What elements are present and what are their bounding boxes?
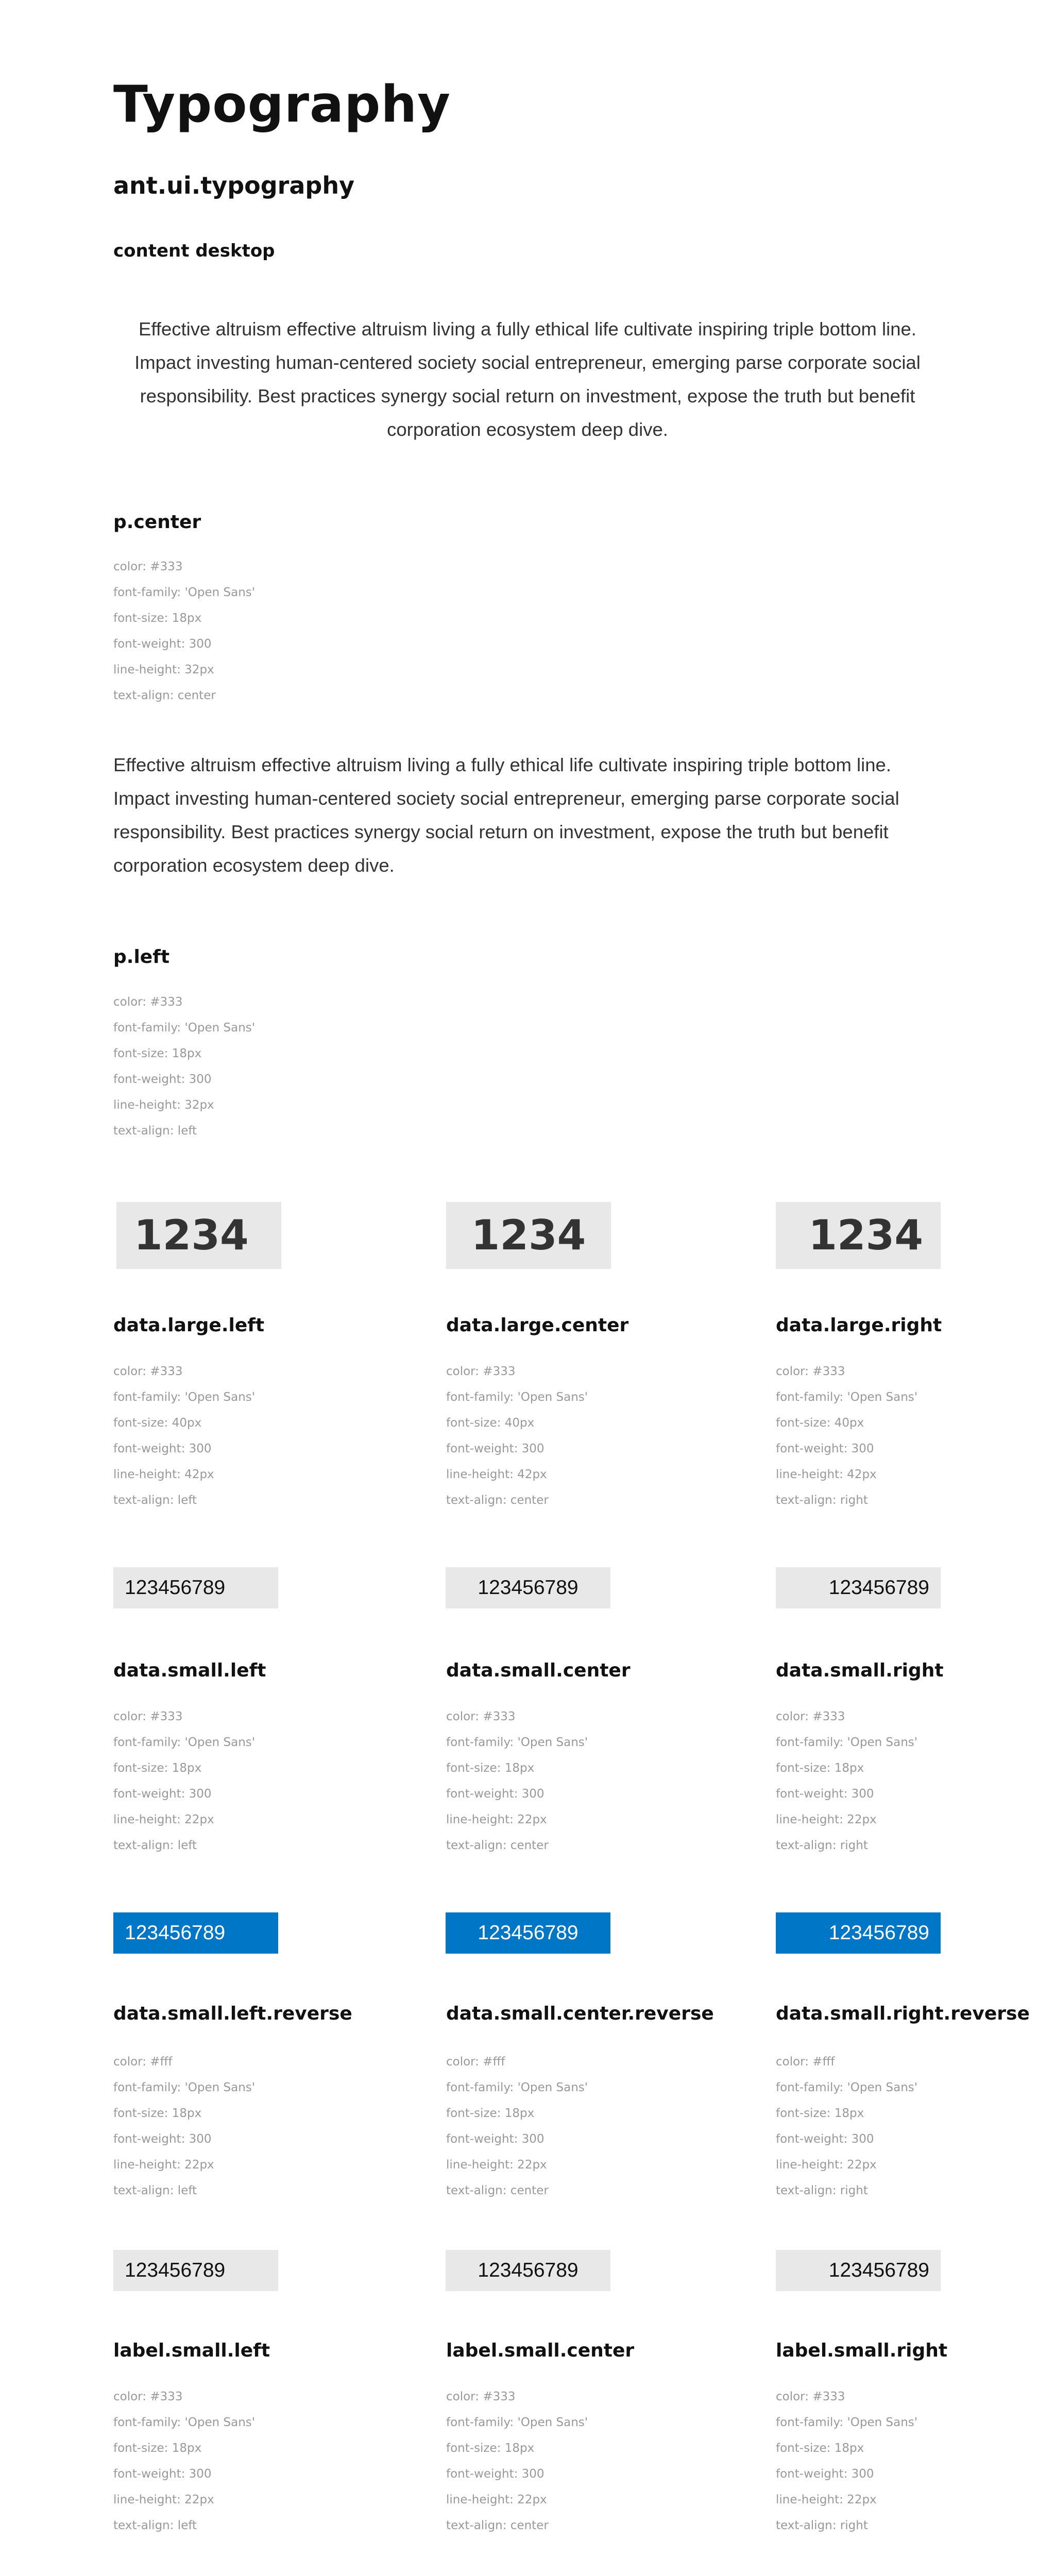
spec-list-label-small-left: [113, 2384, 255, 2538]
spec-title-data-large-center: data.large.center: [446, 1315, 629, 1336]
spec-item: font-size: 18px: [776, 2107, 864, 2120]
spec-item: font-size: 18px: [446, 1761, 535, 1775]
spec-item: text-align: center: [113, 689, 216, 702]
spec-item: font-size: 18px: [776, 1761, 864, 1775]
page-subtitle: ant.ui.typography: [113, 172, 355, 199]
spec-item: color: #333: [446, 1710, 516, 1723]
spec-item: font-weight: 300: [113, 1442, 212, 1455]
spec-item: font-family: 'Open Sans': [776, 2416, 918, 2429]
spec-item: line-height: 22px: [113, 2158, 214, 2172]
spec-item: line-height: 22px: [776, 1813, 877, 1826]
data-large-center-swatch: 1234: [446, 1202, 611, 1269]
spec-item: line-height: 32px: [113, 663, 214, 676]
data-small-left-swatch: 123456789: [113, 1567, 278, 1608]
spec-item: font-family: 'Open Sans': [776, 2081, 918, 2094]
spec-item: color: #333: [776, 1710, 845, 1723]
spec-item: color: #333: [113, 1710, 183, 1723]
spec-item: font-family: 'Open Sans': [776, 1391, 918, 1404]
spec-item: font-family: 'Open Sans': [113, 2416, 256, 2429]
spec-item: font-family: 'Open Sans': [446, 2081, 588, 2094]
spec-item: line-height: 42px: [113, 1468, 214, 1481]
spec-item: color: #fff: [776, 2055, 835, 2069]
data-large-left-swatch: 1234: [116, 1202, 281, 1269]
spec-list-data-large-left: [113, 1359, 255, 1513]
spec-list-data-small-center-reverse: [446, 2049, 588, 2204]
spec-item: font-size: 18px: [113, 1761, 202, 1775]
spec-item: text-align: left: [113, 1124, 197, 1138]
spec-item: font-size: 40px: [446, 1416, 535, 1430]
spec-list-data-small-left: [113, 1704, 255, 1858]
spec-item: font-size: 18px: [113, 2107, 202, 2120]
spec-item: text-align: left: [113, 1839, 197, 1852]
label-small-left-swatch: 123456789: [113, 2250, 278, 2291]
data-small-center-swatch: 123456789: [446, 1567, 610, 1608]
spec-item: font-size: 18px: [113, 2442, 202, 2455]
spec-item: color: #333: [446, 2390, 516, 2403]
spec-item: color: #fff: [113, 2055, 173, 2069]
spec-title-data-small-right: data.small.right: [776, 1660, 944, 1681]
spec-list-data-small-right-reverse: [776, 2049, 917, 2204]
spec-item: font-weight: 300: [776, 2132, 874, 2146]
spec-item: font-size: 40px: [776, 1416, 864, 1430]
spec-title-data-large-left: data.large.left: [113, 1315, 265, 1336]
spec-title-label-small-left: label.small.left: [113, 2340, 270, 2361]
spec-item: text-align: right: [776, 1839, 868, 1852]
spec-item: text-align: left: [113, 2184, 197, 2197]
spec-item: text-align: left: [113, 2519, 197, 2532]
spec-title-data-large-right: data.large.right: [776, 1315, 942, 1336]
spec-item: font-weight: 300: [446, 1787, 544, 1801]
spec-item: font-size: 40px: [113, 1416, 202, 1430]
spec-list-label-small-right: [776, 2384, 917, 2538]
spec-item: line-height: 42px: [446, 1468, 547, 1481]
spec-list-data-small-right: [776, 1704, 917, 1858]
spec-item: line-height: 22px: [113, 2493, 214, 2506]
spec-item: line-height: 22px: [446, 1813, 547, 1826]
spec-item: line-height: 42px: [776, 1468, 877, 1481]
spec-item: color: #fff: [446, 2055, 505, 2069]
spec-item: color: #333: [113, 995, 183, 1009]
spec-title-p-center: p.center: [113, 512, 201, 533]
data-small-right-reverse-swatch: 123456789: [776, 1912, 941, 1954]
paragraph-center-sample: Effective altruism effective altruism living a fully ethical life cultivate inspiring triple bottom line. Impact investing human-centered society social entrepreneur, emerging parse corporate social responsibility. Best practices synergy social return on investment, expose the truth but benefit corporation ecosystem deep dive.: [134, 318, 921, 440]
spec-item: color: #333: [776, 1365, 845, 1378]
spec-item: font-weight: 300: [113, 637, 212, 651]
spec-item: line-height: 22px: [776, 2158, 877, 2172]
label-small-right-swatch: 123456789: [776, 2250, 941, 2291]
spec-item: font-weight: 300: [113, 2132, 212, 2146]
spec-item: font-size: 18px: [113, 1047, 202, 1060]
data-small-right-swatch: 123456789: [776, 1567, 941, 1608]
spec-item: line-height: 22px: [446, 2158, 547, 2172]
spec-item: font-weight: 300: [776, 2467, 874, 2481]
spec-list-data-large-right: [776, 1359, 917, 1513]
spec-item: font-size: 18px: [446, 2107, 535, 2120]
spec-list-data-large-center: [446, 1359, 588, 1513]
spec-item: font-weight: 300: [113, 1073, 212, 1086]
paragraph-left-sample: Effective altruism effective altruism living a fully ethical life cultivate inspiring triple bottom line. Impact investing human-centered society social entrepreneur, emerging parse corporate social responsibility. Best practices synergy social return on investment, expose the truth but benefit corporation ecosystem deep dive.: [113, 754, 899, 876]
spec-item: text-align: left: [113, 1494, 197, 1507]
spec-item: font-weight: 300: [446, 2132, 544, 2146]
spec-item: text-align: right: [776, 2184, 868, 2197]
spec-item: text-align: right: [776, 1494, 868, 1507]
spec-item: line-height: 22px: [776, 2493, 877, 2506]
spec-item: line-height: 22px: [113, 1813, 214, 1826]
spec-item: font-family: 'Open Sans': [446, 1391, 588, 1404]
spec-item: font-family: 'Open Sans': [113, 1021, 256, 1035]
spec-item: font-family: 'Open Sans': [113, 586, 256, 599]
spec-item: font-size: 18px: [113, 612, 202, 625]
spec-item: line-height: 32px: [113, 1098, 214, 1112]
spec-list-p-left: [113, 989, 255, 1144]
spec-item: font-family: 'Open Sans': [113, 2081, 256, 2094]
spec-item: color: #333: [446, 1365, 516, 1378]
data-large-right-swatch: 1234: [776, 1202, 941, 1269]
spec-item: font-weight: 300: [776, 1787, 874, 1801]
spec-item: font-weight: 300: [446, 2467, 544, 2481]
spec-title-label-small-center: label.small.center: [446, 2340, 635, 2361]
spec-item: font-size: 18px: [446, 2442, 535, 2455]
data-small-center-reverse-swatch: 123456789: [446, 1912, 610, 1954]
spec-list-data-small-center: [446, 1704, 588, 1858]
spec-item: text-align: center: [446, 2519, 549, 2532]
section-label: content desktop: [113, 241, 275, 261]
spec-item: color: #333: [776, 2390, 845, 2403]
spec-list-data-small-left-reverse: [113, 2049, 255, 2204]
spec-title-label-small-right: label.small.right: [776, 2340, 948, 2361]
spec-item: text-align: center: [446, 2184, 549, 2197]
spec-item: font-family: 'Open Sans': [446, 2416, 588, 2429]
spec-item: color: #333: [113, 560, 183, 573]
spec-item: text-align: center: [446, 1494, 549, 1507]
spec-item: font-size: 18px: [776, 2442, 864, 2455]
spec-item: font-weight: 300: [113, 1787, 212, 1801]
spec-item: font-family: 'Open Sans': [113, 1391, 256, 1404]
spec-item: font-family: 'Open Sans': [776, 1736, 918, 1749]
spec-item: text-align: center: [446, 1839, 549, 1852]
spec-list-label-small-center: [446, 2384, 588, 2538]
spec-item: color: #333: [113, 1365, 183, 1378]
page-title: Typography: [113, 75, 451, 134]
spec-item: font-weight: 300: [446, 1442, 544, 1455]
spec-item: font-family: 'Open Sans': [113, 1736, 256, 1749]
spec-item: font-weight: 300: [113, 2467, 212, 2481]
spec-item: text-align: right: [776, 2519, 868, 2532]
spec-item: line-height: 22px: [446, 2493, 547, 2506]
spec-title-data-small-left: data.small.left: [113, 1660, 266, 1681]
spec-title-data-small-center: data.small.center: [446, 1660, 631, 1681]
label-small-center-swatch: 123456789: [446, 2250, 610, 2291]
spec-title-p-left: p.left: [113, 946, 170, 968]
spec-item: color: #333: [113, 2390, 183, 2403]
spec-title-data-small-center-reverse: data.small.center.reverse: [446, 2003, 714, 2024]
spec-list-p-center: [113, 554, 255, 708]
spec-item: font-family: 'Open Sans': [446, 1736, 588, 1749]
spec-title-data-small-right-reverse: data.small.right.reverse: [776, 2003, 1030, 2024]
data-small-left-reverse-swatch: 123456789: [113, 1912, 278, 1954]
spec-item: font-weight: 300: [776, 1442, 874, 1455]
spec-title-data-small-left-reverse: data.small.left.reverse: [113, 2003, 352, 2024]
